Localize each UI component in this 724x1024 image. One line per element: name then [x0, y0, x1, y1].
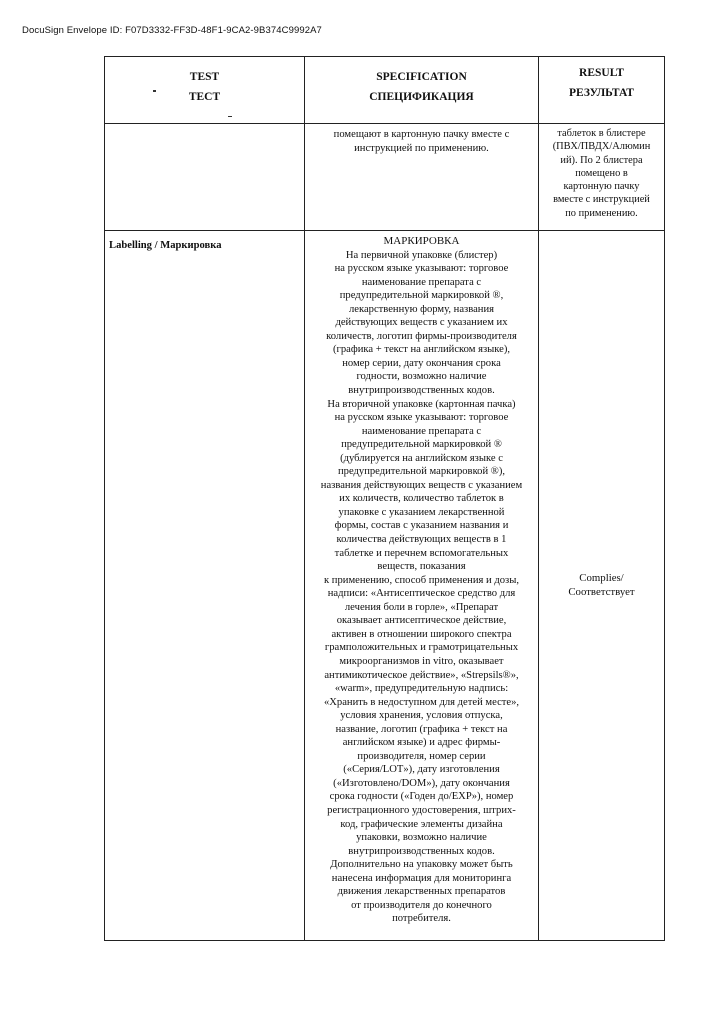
header-spec-ru: СПЕЦИФИКАЦИЯ: [369, 91, 474, 103]
result-complies-en: Complies/: [579, 572, 624, 584]
text-line: количества действующих веществ в 1: [336, 534, 507, 546]
text-line: Дополнительно на упаковку может быть: [330, 859, 513, 871]
text-line: лекарственную форму, названия: [348, 303, 494, 315]
text-line: лечения боли в горле», «Препарат: [344, 601, 499, 613]
test-cell: [105, 231, 305, 941]
text-line: количеств, логотип фирмы-производителя: [326, 330, 517, 342]
text-line: предупредительной маркировкой ®: [341, 439, 502, 451]
text-line: упаковкe с указанием лекарственной: [338, 506, 505, 518]
header-specification: [305, 57, 539, 124]
table-header-row: [105, 57, 665, 124]
text-line: их количеств, количество таблеток в: [339, 493, 504, 505]
text-line: инструкцией по применению.: [354, 142, 489, 154]
labelling-spec-text: [305, 231, 538, 926]
text-line: наименование препарата с: [361, 276, 482, 288]
text-line: («Изготовлено/DOM»), дату окончания: [333, 777, 510, 789]
text-line: таблетке и перечнем вспомогательных: [334, 547, 509, 559]
text-line: На первичной упаковке (блистер): [345, 249, 498, 261]
result-text: [539, 124, 664, 220]
text-line: (ПВХ/ПВДХ/Алюмин: [552, 141, 651, 153]
text-line: микроорганизмов in vitro, оказывает: [339, 655, 504, 667]
text-line: грамположительных и грамотрицательных: [324, 642, 519, 654]
text-line: код, графические элементы дизайна: [340, 818, 503, 830]
result-complies: [539, 231, 664, 940]
result-cell: [539, 124, 665, 231]
text-line: картонную пачку: [563, 181, 640, 193]
text-line: помещено в: [575, 167, 628, 179]
text-line: активен в отношении широкого спектра: [331, 628, 512, 640]
spec-cell: [305, 231, 539, 941]
text-line: оказывает антисептическое действие,: [336, 615, 507, 627]
text-line: таблеток в блистере: [557, 128, 646, 139]
envelope-id: DocuSign Envelope ID: F07D3332-FF3D-48F1-9CA2-9B374C9992A7: [22, 25, 322, 36]
text-line: упаковки, возможно наличие: [356, 832, 487, 844]
spec-cell: [305, 124, 539, 231]
text-line: (дублируется на английском языке с: [340, 452, 503, 464]
result-complies-ru: Соответствует: [568, 585, 635, 598]
text-line: предупредительной маркировкой ®,: [339, 290, 504, 302]
text-line: условия хранения, условия отпуска,: [340, 710, 503, 722]
text-line: надписи: «Антисептическое средство для: [327, 588, 516, 600]
header-result-en: RESULT: [579, 67, 624, 79]
text-line: название, логотип (графика + текст на: [335, 723, 508, 735]
header-spec-en: SPECIFICATION: [376, 71, 467, 83]
text-line: На вторичной упаковке (картонная пачка): [327, 398, 516, 410]
text-line: потребителя.: [392, 913, 451, 925]
text-line: производителя, номер серии: [357, 750, 486, 762]
header-test-en: TEST: [189, 71, 220, 83]
labelling-spec-body: [307, 249, 536, 926]
text-line: действующих веществ с указанием их: [335, 317, 508, 329]
test-cell: [105, 124, 305, 231]
text-line: наименование препарата с: [361, 425, 482, 437]
table-row: [105, 124, 665, 231]
text-line: внутрипроизводственных кодов.: [348, 845, 495, 857]
text-line: (графика + текст на английском языке),: [332, 344, 511, 356]
text-line: от производителя до конечного: [351, 899, 492, 911]
text-line: веществ, показания: [377, 561, 466, 573]
test-name-labelling: Labelling / Маркировка: [109, 240, 222, 251]
text-line: внутрипроизводственных кодов.: [348, 385, 495, 397]
text-line: на русском языке указывают: торговое: [334, 263, 509, 275]
text-line: по применению.: [565, 207, 638, 219]
specification-table: [104, 56, 665, 941]
text-line: формы, состав с указанием названия и: [334, 520, 509, 532]
text-line: предупредительной маркировкой ®),: [337, 466, 506, 478]
text-line: нанесена информация для мониторинга: [331, 872, 512, 884]
text-line: вместе с инструкцией: [553, 194, 650, 206]
text-line: помещают в картонную пачку вместе с: [333, 129, 510, 140]
text-line: «Хранить в недоступном для детей месте»,: [323, 696, 520, 708]
text-line: номер серии, дату окончания срока: [342, 357, 501, 369]
text-line: к применению, способ применения и дозы,: [324, 574, 519, 586]
table-row: [105, 231, 665, 941]
text-line: на русском языке указывают: торговое: [334, 412, 509, 424]
text-line: срока годности («Годен до/EXP»), номер: [329, 791, 514, 803]
spec-text: [305, 124, 538, 155]
text-line: антимикотическое действие», «Strepsils®»,: [324, 669, 519, 681]
header-result: [539, 57, 665, 124]
text-line: названия действующих веществ с указанием: [320, 479, 523, 491]
text-line: ий). По 2 блистера: [560, 154, 643, 166]
header-test: [105, 57, 305, 124]
labelling-spec-title: МАРКИРОВКА: [383, 235, 460, 247]
text-line: английском языке) и адрес фирмы-: [342, 737, 501, 749]
text-line: («Серия/LOT»), дату изготовления: [343, 764, 500, 776]
text-line: движения лекарственных препаратов: [337, 886, 506, 898]
text-line: регистрационного удостоверения, штрих-: [327, 804, 516, 816]
text-line: «warm», предупредительную надпись:: [334, 683, 509, 695]
header-test-ru: ТЕСТ: [188, 91, 221, 103]
result-cell: [539, 231, 665, 941]
text-line: годности, возможно наличие: [356, 371, 487, 383]
header-result-ru: РЕЗУЛЬТАТ: [569, 87, 634, 99]
